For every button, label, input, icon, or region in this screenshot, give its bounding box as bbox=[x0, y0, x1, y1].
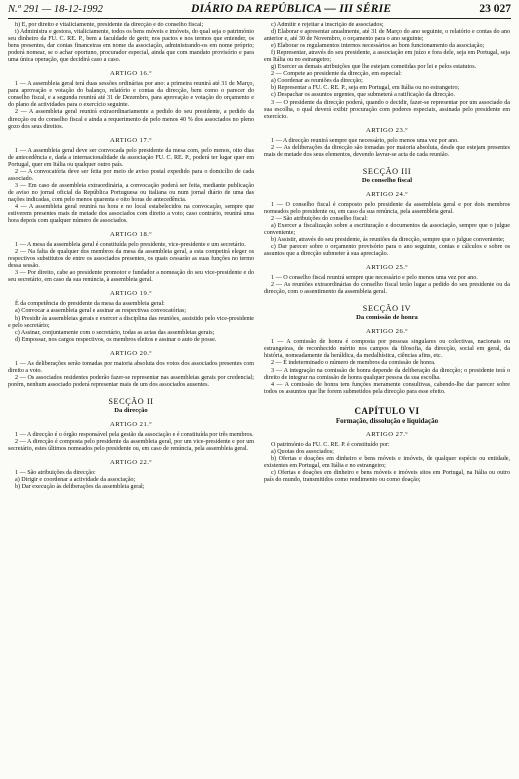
left-paragraph: É da competência do presidente da mesa da assembleia geral: bbox=[15, 301, 165, 308]
article-heading: ARTIGO 27.º bbox=[366, 431, 408, 439]
text-columns bbox=[8, 22, 511, 779]
left-paragraph: 1 — A direcção é o órgão responsável pela gestão da associação e é constituída por três membros. bbox=[15, 431, 254, 438]
left-paragraph: 1 — As deliberações serão tomadas por maioria absoluta dos votos dos associados presentes com direito a voto. bbox=[8, 360, 254, 374]
right-paragraph: 3 — A integração na comissão de honra depende da deliberação da direcção; o presidente terá o direito de integrar na comissão de honra qualquer pessoa da sua escolha. bbox=[264, 367, 510, 381]
article-heading: ARTIGO 25.º bbox=[366, 264, 408, 272]
article-heading: ARTIGO 23.º bbox=[366, 126, 408, 134]
right-paragraph: a) Coordenar as reuniões da direcção; bbox=[271, 78, 363, 85]
left-paragraph: c) Assinar, conjuntamente com o secretário, todas as actas das assembleias gerais; bbox=[15, 329, 215, 336]
section-heading: SECÇÃO II bbox=[108, 396, 154, 406]
page-header bbox=[8, 3, 511, 17]
right-paragraph: a) Quotas dos associados; bbox=[271, 449, 334, 456]
left-paragraph: 3 — Em caso de assembleia extraordinária, a convocação poderá ser feita, mediante publicação de aviso no jornal oficial da República Portuguesa ou italiana ou num jornal diário de uma das nações indicadas, com pelo menos quarenta e oito horas de antecedência. bbox=[8, 182, 254, 203]
left-paragraph: 2 — Os associados residentes poderão fazer-se representar nas assembleias gerais por credencial; porém, nenhum associado poderá representar mais de um dos associados ausentes. bbox=[8, 374, 254, 388]
right-paragraph: c) Ofertas e doações em dinheiro e bens móveis e imóveis sitos em Portugal, na Itália ou outro país do mundo, transmitidos como rendimento ou como doação; bbox=[264, 470, 510, 484]
left-paragraph: a) Convocar a assembleia geral e assinar as respectivas convocatórias; bbox=[15, 308, 187, 315]
section-subtitle: Da comissão de honra bbox=[356, 314, 418, 322]
right-paragraph: c) Admitir e rejeitar a inscrição de associados; bbox=[271, 22, 384, 28]
right-paragraph: 2 — É indeterminado o número de membros da comissão de honra. bbox=[271, 360, 436, 367]
left-paragraph: h) E, por direito e vitaliciamente, presidente da direcção e do conselho fiscal; bbox=[15, 22, 204, 28]
left-paragraph: 1 — São atribuições da direcção: bbox=[15, 470, 96, 477]
article-heading: ARTIGO 21.º bbox=[110, 420, 152, 428]
chapter-subtitle: Formação, dissolução e liquidação bbox=[335, 416, 439, 425]
right-paragraph: d) Elaborar e apresentar anualmente, até 31 de Março do ano seguinte, o relatório e contas do ano anterior e, até 30 de Novembro, o orçamento para o ano seguinte; bbox=[264, 29, 510, 43]
publication-title: DIÁRIO DA REPÚBLICA — III SÉRIE bbox=[191, 3, 392, 15]
article-heading: ARTIGO 20.º bbox=[110, 349, 152, 357]
chapter-heading: CAPÍTULO VI bbox=[354, 405, 420, 416]
right-paragraph: f) Representar, através do seu presidente, a associação em juízo e fora dele, seja em Portugal, seja em Itália ou no estrangeiro; bbox=[264, 50, 510, 64]
page-number: 23 027 bbox=[479, 3, 511, 15]
left-paragraph: 3 — Por direito, cabe ao presidente promotor e fundador a nomeação do seu vice-presidente e do seu secretário, em caso da sua renúncia, à assembleia geral. bbox=[8, 270, 254, 284]
left-paragraph: 1 — A assembleia geral deve ser convocada pelo presidente da mesa com, pelo menos, oito dias de antecedência e, dada a internacionalidade da associação FU. C. RE. P., poderá ter lugar quer em Portugal, quer em Itália ou qualquer outro país. bbox=[8, 147, 254, 168]
left-paragraph: 2 — A convocatória deve ser feita por meio de aviso postal expedido para o domicílio de cada associado. bbox=[8, 168, 254, 182]
left-paragraph: 4 — A assembleia geral reunirá na hora e no local estabelecidos na convocação, sempre que estiverem presentes mais de metade dos associados com direito a voto; caso contrário, reunirá uma hora depois com qualquer número de associados. bbox=[8, 203, 254, 225]
article-heading: ARTIGO 22.º bbox=[110, 459, 152, 467]
left-paragraph: b) Presidir às assembleias gerais e exercer a disciplina das reuniões, assistido pelo vice-presidente e pelo secretário; bbox=[8, 315, 254, 329]
right-paragraph: 1 — A comissão de honra é composta por pessoas singulares ou colectivas, nacionais ou estrangeiras, de reconhecido mérito nos campos da filosofia, da direcção, social em geral, da história, nomeadamente da heráldica, da medalhística, ciências afins, etc. bbox=[264, 339, 510, 360]
article-heading: ARTIGO 17.º bbox=[110, 136, 152, 144]
left-paragraph: 1 — A mesa da assembleia geral é constituída pelo presidente, vice-presidente e um secretário. bbox=[15, 242, 246, 249]
left-paragraph: i) Administra e gestora, vitaliciamente, todos os bens móveis e imóveis, do qual seja o património seu dinheiro da FU. C. RE. P., bem a faculdade de gerir, nos pactos e nos termos que entender, os bens presentes, dar contas financeiras em nome da associação, administrando-os em nome próprio; poderá nomear, se o achar oportuno, procurador especial, ainda que com mandato provisório e para uma única operação, que decidirá caso a caso. bbox=[8, 29, 254, 64]
right-column bbox=[264, 22, 510, 779]
right-paragraph: c) Dar parecer sobre o orçamento provisório para o ano seguinte, contas e cálculos e sobre os assuntos que a direcção submeter à sua apreciação. bbox=[264, 244, 510, 258]
right-paragraph: b) Representar a FU. C. RE. P., seja em Portugal, em Itália ou no estrangeiro; bbox=[271, 85, 460, 92]
right-paragraph: c) Despachar os assuntos urgentes, que submeterá a ratificação da direcção. bbox=[271, 92, 455, 99]
article-heading: ARTIGO 19.º bbox=[110, 290, 152, 298]
section-heading: SECÇÃO IV bbox=[362, 304, 412, 314]
right-paragraph: b) Assistir, através do seu presidente, às reuniões da direcção, sempre que o julgue conveniente; bbox=[271, 237, 505, 244]
right-paragraph: 3 — O presidente da direcção poderá, quando o decidir, fazer-se representar por um associado da sua escolha, o qual deverá exibir procuração com poderes especiais, assinada pelo presidente em exercício. bbox=[264, 99, 510, 120]
right-paragraph: 2 — São atribuições do conselho fiscal: bbox=[271, 215, 368, 222]
article-heading: ARTIGO 26.º bbox=[366, 328, 408, 336]
right-paragraph: 4 — A comissão de honra tem funções meramente consultivas, cabendo-lhe dar parecer sobre todos os assuntos que lhe forem submetidos pela direcção para esse efeito. bbox=[264, 381, 510, 395]
right-paragraph: O património da FU. C. RE. P. é constituído por: bbox=[271, 442, 390, 449]
header-rule bbox=[8, 18, 511, 19]
right-paragraph: 2 — Compete ao presidente da direcção, em especial: bbox=[271, 71, 402, 78]
article-heading: ARTIGO 16.º bbox=[110, 70, 152, 78]
right-paragraph: 2 — As deliberações da direcção são tomadas por maioria absoluta, desde que estejam presentes mais de metade dos seus elementos, devendo lavrar-se acta de cada reunião. bbox=[264, 144, 510, 158]
article-heading: ARTIGO 18.º bbox=[110, 231, 152, 239]
left-paragraph: 2 — Na falta de qualquer dos membros da mesa da assembleia geral, a esta competirá eleger os respectivos substitutos de entre os associados presentes, os quais cessarão as suas funções no termo dessa sessão. bbox=[8, 249, 254, 270]
right-paragraph: a) Exercer a fiscalização sobre a escrituração e documentos da associação, sempre que o julgue conveniente; bbox=[264, 222, 510, 236]
section-heading: SECÇÃO III bbox=[362, 166, 412, 176]
right-paragraph: 2 — As reuniões extraordinárias do conselho fiscal terão lugar a pedido do seu presidente ou da direcção, com o assentimento da assembleia geral. bbox=[264, 282, 510, 296]
issue-number-date: N.º 291 — 18-12-1992 bbox=[8, 4, 103, 15]
left-paragraph: 2 — A assembleia geral reunirá extraordinariamente a pedido do seu presidente, a pedido da direcção ou do conselho fiscal e ainda a requerimento de pelo menos 40 % dos associados no pleno gozo dos seus direitos. bbox=[8, 109, 254, 130]
article-heading: ARTIGO 24.º bbox=[366, 190, 408, 198]
right-paragraph: g) Exercer as demais atribuições que lhe estejam cometidas por lei e pelos estatutos. bbox=[271, 64, 477, 71]
right-paragraph: e) Elaborar os regulamentos internos necessários ao bom funcionamento da associação; bbox=[271, 43, 485, 50]
section-subtitle: Da direcção bbox=[114, 406, 148, 414]
left-paragraph: 2 — A direcção é composta pelo presidente da assembleia geral, por um vice-presidente e por um secretário, estes últimos nomeados pelo presidente ou, em caso de renúncia, pela assembleia geral. bbox=[8, 438, 254, 452]
left-paragraph: a) Dirigir e coordenar a actividade da associação; bbox=[15, 477, 136, 484]
right-paragraph: 1 — A direcção reunirá sempre que necessário, pelo menos uma vez por ano. bbox=[271, 137, 459, 144]
left-paragraph: 1 — A assembleia geral terá duas sessões ordinárias por ano: a primeira reunirá até 31 de Março, para aprovação e votação do balanço, relatório e contas da direcção, bem como o parecer do conselho fiscal, e a segunda reunirá até 31 de Dezembro, para aprovação e votação do orçamento e do plano de actividades para o exercício seguinte. bbox=[8, 81, 254, 109]
left-paragraph: d) Empossar, nos cargos respectivos, os membros eleitos e assinar o auto de posse. bbox=[15, 336, 217, 343]
right-paragraph: 1 — O conselho fiscal é composto pelo presidente da assembleia geral e por dois membros nomeados pelo presidente ou, em caso da sua renúncia, pela assembleia geral. bbox=[264, 201, 510, 215]
left-column bbox=[8, 22, 254, 779]
right-paragraph: b) Ofertas e doações em dinheiro e bens móveis e imóveis, de qualquer espécie ou entidade, existentes em Portugal, em Itália e no estrangeiro; bbox=[264, 456, 510, 470]
left-paragraph: b) Dar execução às deliberações da assembleia geral; bbox=[15, 484, 145, 491]
section-subtitle: Do conselho fiscal bbox=[361, 176, 413, 184]
right-paragraph: 1 — O conselho fiscal reunirá sempre que necessário e pelo menos uma vez por ano. bbox=[271, 275, 478, 282]
